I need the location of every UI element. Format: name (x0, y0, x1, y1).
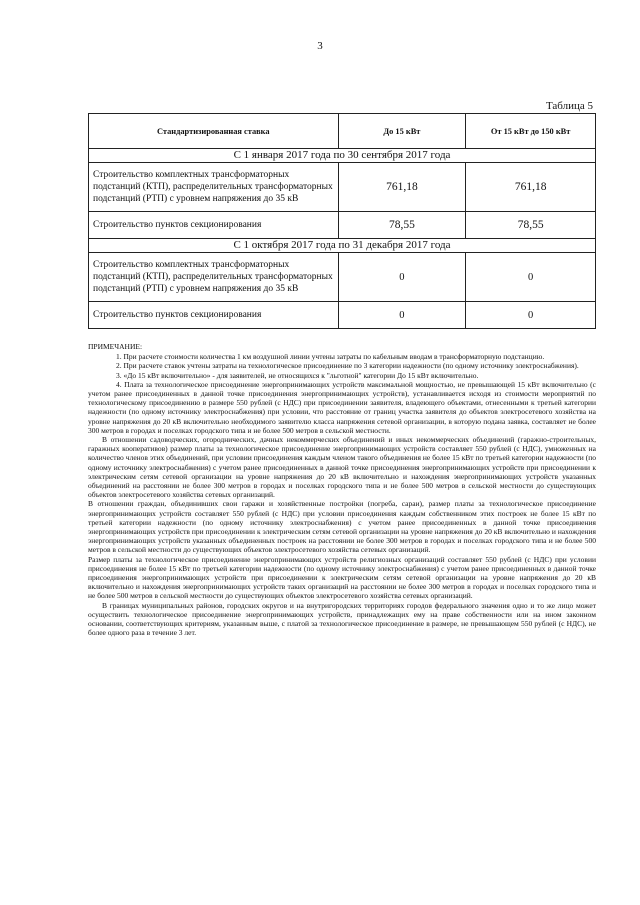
row-value-15-to-150: 78,55 (466, 212, 596, 239)
row-value-up-to-15: 78,55 (338, 212, 466, 239)
note-item: 4. Плата за технологическое присоединение энергопринимающих устройств максимальной мощностью, не превышающей 15 кВт включительно (с учетом ранее присоединенных в данной точке присоединения энергопринимающих устройств), устанавливается исходя из стоимости мероприятий по технологическому присоединению в размере 550 рублей (с НДС) при присоединении заявителя, владеющего объектами, отнесенными к третьей категории надежности (по одному источнику электроснабжения) при условии, что расстояние от границ участка заявителя до объектов электросетевого хозяйства на уровне напряжения до 20 кВ включительно необходимого заявителю класса напряжения сетевой организации, в которую подана заявка, составляет не более 300 метров в городах и поселках городского типа и не более 500 метров в сельской местности. (88, 379, 596, 435)
note-paragraph: В отношении граждан, объединивших свои гаражи и хозяйственные постройки (погреба, сараи), размер платы за технологическое присоединение энергопринимающих устройств составляет 550 рублей (с НДС) при условии присоединения каждым собственником этих построек не более 15 кВт по третьей категории надежности (по одному источнику электроснабжения) с учетом ранее присоединенных в данной точке присоединения энергопринимающих устройств при присоединении к электрическим сетям сетевой организации на уровне напряжения до 20 кВ включительно и нахождения энергопринимающих устройств указанных объединенных построек на расстоянии не более 300 метров в городах и поселках городского типа и не более 500 метров в сельской местности до существующих объектов электросетевого хозяйства сетевых организаций. (88, 499, 596, 555)
header-15-to-150: От 15 кВт до 150 кВт (466, 114, 596, 149)
note-item: 3. «До 15 кВт включительно» - для заявителей, не относящихся к "льготной" категории До 15 кВт включительно. (116, 370, 479, 380)
page-number: 3 (317, 40, 323, 52)
note-item: 1. При расчете стоимости количества 1 км воздушной линии учтены затраты по кабельным вводам в трансформаторную подстанцию. (116, 352, 545, 362)
period-row (89, 239, 596, 253)
row-value-up-to-15: 0 (338, 302, 466, 329)
header-up-to-15: До 15 кВт (338, 114, 466, 149)
table-row (89, 212, 596, 239)
note-item: 2. При расчете ставок учтены затраты на технологическое присоединение по 3 категории надежности (по одному источнику электроснабжения). (116, 361, 579, 371)
row-value-15-to-150: 0 (466, 253, 596, 302)
note-paragraph: Размер платы за технологическое присоединение энергопринимающих устройств религиозных организаций составляет 550 рублей (с НДС) при условии присоединения не более 15 кВт по третьей категории надежности (по одному источнику электроснабжения) с учетом ранее присоединенных в данной точке присоединения энергопринимающих устройств при присоединении к электрическим сетям сетевой организации на уровне напряжения до 20 кВ включительно и нахождения энергопринимающих устройств таких организаций на расстоянии не более 300 метров в городах и поселках городского типа и не более 500 метров в сельской местности до существующих объектов электросетевого хозяйства сетевых организаций. (88, 554, 596, 601)
row-value-15-to-150: 0 (466, 302, 596, 329)
period-label: С 1 января 2017 года по 30 сентября 2017 года (89, 149, 596, 163)
period-row (89, 149, 596, 163)
rates-table (88, 113, 596, 329)
table-row (89, 163, 596, 212)
notes-heading: ПРИМЕЧАНИЕ: (88, 342, 143, 351)
row-description: Строительство пунктов секционирования (89, 212, 339, 239)
notes-section (88, 342, 596, 638)
row-description: Строительство комплектных трансформаторных подстанций (КТП), распределительных трансформаторных подстанций (РТП) с уровнем напряжения до 35 кВ (89, 163, 339, 212)
period-label: С 1 октября 2017 года по 31 декабря 2017 года (89, 239, 596, 253)
note-paragraph: В отношении садоводческих, огороднических, дачных некоммерческих объединений и иных некоммерческих объединений (гаражно-строительных, гаражных кооперативов) размер платы за технологическое присоединение энергопринимающих устройств составляет 550 рублей (с НДС), умноженных на количество членов этих объединений, при условии присоединения каждым членом такого объединения не более 15 кВт по третьей категории надежности (по одному источнику электроснабжения) с учетом ранее присоединенных в данной точке присоединения энергопринимающих устройств при присоединении к электрическим сетям сетевой организации на уровне напряжения до 20 кВ включительно и нахождения энергопринимающих устройств указанных объединений на расстоянии не более 300 метров в городах и поселках городского типа и не более 500 метров в сельской местности до существующих объектов электросетевого хозяйства сетевых организаций. (88, 435, 596, 500)
table-row (89, 253, 596, 302)
row-description: Строительство пунктов секционирования (89, 302, 339, 329)
row-value-up-to-15: 0 (338, 253, 466, 302)
table-caption: Таблица 5 (545, 100, 593, 112)
table-header-row (89, 114, 596, 149)
note-paragraph: В границах муниципальных районов, городских округов и на внутригородских территориях городов федерального значения одно и то же лицо может осуществить технологическое присоединение энергопринимающих устройств, принадлежащих ему на праве собственности или на ином законном основании, соответствующих критериям, указанным выше, с платой за технологическое присоединение в размере, не превышающем 550 рублей (с НДС), не более одного раза в течение 3 лет. (88, 600, 596, 638)
table-row (89, 302, 596, 329)
header-rate: Стандартизированная ставка (89, 114, 339, 149)
row-description: Строительство комплектных трансформаторных подстанций (КТП), распределительных трансформаторных подстанций (РТП) с уровнем напряжения до 35 кВ (89, 253, 339, 302)
row-value-up-to-15: 761,18 (338, 163, 466, 212)
row-value-15-to-150: 761,18 (466, 163, 596, 212)
